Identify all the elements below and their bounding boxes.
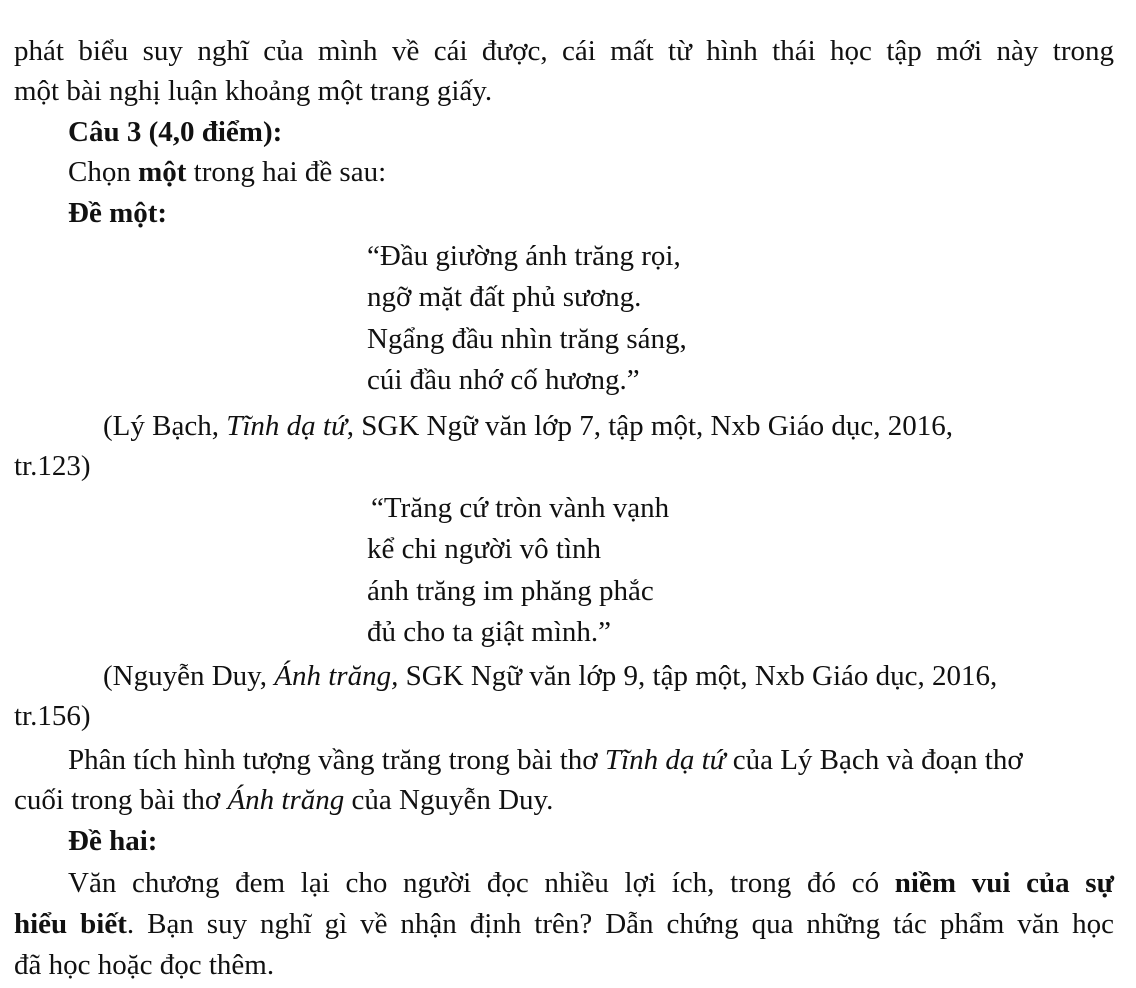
- poem-line: ánh trăng im phăng phắc: [367, 575, 654, 607]
- topic-two-heading: Đề hai:: [68, 825, 158, 857]
- poem-line: “Trăng cứ tròn vành vạnh: [371, 492, 670, 524]
- source-citation-2: (Nguyễn Duy, Ánh trăng, SGK Ngữ văn lớp 9, tập một, Nxb Giáo dục, 2016,: [103, 660, 998, 692]
- topic-two-line-2: hiểu biết. Bạn suy nghĩ gì về nhận định trên? Dẫn chứng qua những tác phẩm văn học: [14, 908, 1114, 940]
- intro-line-2: một bài nghị luận khoảng một trang giấy.: [14, 75, 493, 107]
- topic-two-line-1: Văn chương đem lại cho người đọc nhiều lợi ích, trong đó có niềm vui của sự: [68, 867, 1114, 899]
- choose-instruction: Chọn một trong hai đề sau:: [68, 156, 387, 188]
- poem-line: đủ cho ta giật mình.”: [367, 616, 612, 648]
- poem-line: ngỡ mặt đất phủ sương.: [367, 281, 642, 313]
- topic-one-heading: Đề một:: [68, 197, 168, 229]
- intro-line-1: phát biểu suy nghĩ của mình về cái được, cái mất từ hình thái học tập mới này trong: [14, 35, 1114, 67]
- poem-line: “Đầu giường ánh trăng rọi,: [367, 240, 681, 272]
- question-3-heading: Câu 3 (4,0 điểm):: [68, 116, 283, 148]
- poem-line: Ngẩng đầu nhìn trăng sáng,: [367, 323, 687, 355]
- topic-one-task-line-2: cuối trong bài thơ Ánh trăng của Nguyễn Duy.: [14, 784, 554, 816]
- source-citation-1-page: tr.123): [14, 450, 91, 482]
- source-citation-2-page: tr.156): [14, 700, 91, 732]
- topic-two-line-3: đã học hoặc đọc thêm.: [14, 949, 275, 981]
- topic-one-task-line-1: Phân tích hình tượng vầng trăng trong bài thơ Tĩnh dạ tứ của Lý Bạch và đoạn thơ: [68, 744, 1023, 776]
- poem-line: kể chi người vô tình: [367, 533, 602, 565]
- poem-line: cúi đầu nhớ cố hương.”: [367, 364, 640, 396]
- source-citation-1: (Lý Bạch, Tĩnh dạ tứ, SGK Ngữ văn lớp 7, tập một, Nxb Giáo dục, 2016,: [103, 410, 953, 442]
